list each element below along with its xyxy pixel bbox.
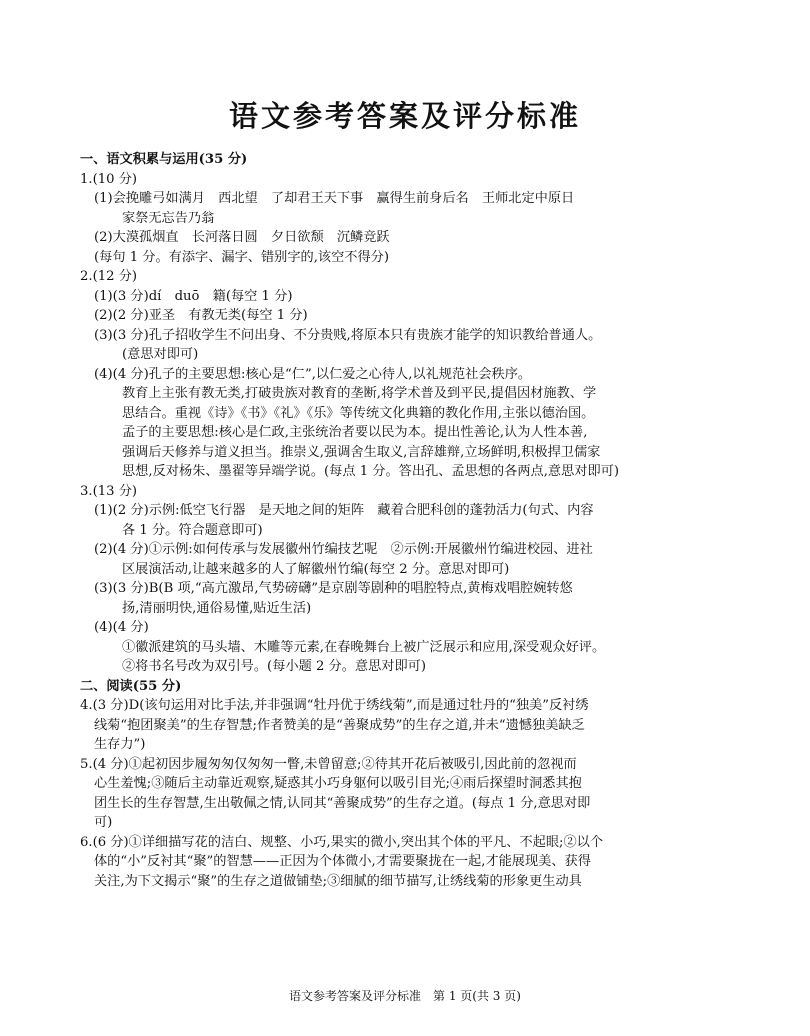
text-line: 关注,为下文揭示“聚”的生存之道做铺垫;③细腻的细节描写,让绣线菊的形象更生动具 (94, 873, 582, 889)
page-footer: 语文参考答案及评分标准 第 1 页(共 3 页) (289, 989, 521, 1003)
text-line: (意思对即可) (122, 347, 199, 362)
text-line: 生存力”) (94, 737, 146, 752)
text-line: 孟子的主要思想:核心是仁政,主张统治者要以民为本。提出性善论,认为人性本善, (122, 425, 588, 440)
text-line: (2)(2 分)亚圣 有教无类(每空 1 分) (94, 308, 308, 323)
text-line: 1.(10 分) (80, 171, 138, 187)
text-line: 体的“小”反衬其“聚”的智慧——正因为个体微小,才需要聚拢在一起,才能展现美、获得 (94, 854, 591, 869)
text-line: 思想,反对杨朱、墨翟等异端学说。(每点 1 分。答出孔、孟思想的各两点,意思对即可) (122, 464, 620, 479)
text-line: 可) (94, 815, 113, 830)
text-line: (每句 1 分。有添字、漏字、错别字的,该空不得分) (94, 249, 390, 265)
text-line: 2.(12 分) (80, 269, 138, 284)
text-line: 强调后天修养与道义担当。推崇义,强调舍生取义,言辞雄辩,立场鲜明,积极捍卫儒家 (122, 444, 601, 460)
text-line: 团生长的生存智慧,生出敬佩之情,认同其“善聚成势”的生存之道。(每点 1 分,意思对即 (94, 795, 591, 811)
text-line: 思结合。重视《诗》《书》《礼》《乐》等传统文化典籍的教化作用,主张以德治国。 (122, 405, 595, 421)
text-line: 家祭无忘告乃翁 (122, 210, 215, 226)
text-line: 线菊“抱团聚美”的生存智慧;作者赞美的是“善聚成势”的生存之道,并未“遗憾独美缺乏 (94, 717, 585, 733)
text-line: 各 1 分。符合题意即可) (122, 522, 263, 538)
text-line: 扬,清丽明快,通俗易懂,贴近生活) (122, 600, 312, 616)
text-line: 心生羞愧;③随后主动靠近观察,疑惑其小巧身躯何以吸引目光;④雨后探望时洞悉其抱 (94, 776, 582, 791)
text-line: 6.(6 分)①详细描写花的洁白、规整、小巧,果实的微小,突出其个体的平凡、不起眼;②以个 (80, 834, 604, 850)
text-line: (1)(2 分)示例:低空飞行器 是天地之间的矩阵 藏着合肥科创的蓬勃活力(句式、内容 (94, 503, 594, 518)
text-line: (1)会挽雕弓如满月 西北望 了却君王天下事 赢得生前身后名 王师北定中原日 (94, 191, 575, 206)
text-line: ①徽派建筑的马头墙、木雕等元素,在春晚舞台上被广泛展示和应用,深受观众好评。 (122, 639, 606, 655)
section-heading: 一、语文积累与运用(35 分) (80, 152, 248, 167)
text-line: 教育上主张有教无类,打破贵族对教育的垄断,将学术普及到平民,提倡因材施教、学 (122, 386, 597, 401)
answer-body (80, 150, 740, 891)
text-line: (3)(3 分)B(B 项,“高亢激昂,气势磅礴”是京剧等剧种的唱腔特点,黄梅戏唱腔婉转悠 (94, 581, 573, 596)
text-line: (4)(4 分)孔子的主要思想:核心是“仁”,以仁爱之心待人,以礼规范社会秩序。 (94, 366, 532, 382)
text-line: (1)(3 分)dí duō 籍(每空 1 分) (94, 288, 293, 304)
text-line: (2)大漠孤烟直 长河落日圆 夕日欲颓 沉鳞竞跃 (94, 230, 390, 245)
text-line: (3)(3 分)孔子招收学生不问出身、不分贵贱,将原本只有贵族才能学的知识教给普通人。 (94, 327, 602, 343)
text-line: 4.(3 分)D(该句运用对比手法,并非强调“牡丹优于绣线菊”,而是通过牡丹的“独美”反衬绣 (80, 698, 589, 713)
text-line: ②将书名号改为双引号。(每小题 2 分。意思对即可) (122, 659, 426, 674)
text-line: (2)(4 分)①示例:如何传承与发展徽州竹编技艺呢 ②示例:开展徽州竹编进校园、进社 (94, 542, 593, 557)
text-line: (4)(4 分) (94, 620, 149, 635)
text-line: 区展演活动,让越来越多的人了解徽州竹编(每空 2 分。意思对即可) (122, 561, 510, 577)
page-title: 语文参考答案及评分标准 (228, 99, 581, 133)
text-line: 3.(13 分) (80, 483, 138, 499)
section-heading: 二、阅读(55 分) (80, 678, 182, 694)
text-line: 5.(4 分)①起初因步履匆匆仅匆匆一瞥,未曾留意;②待其开花后被吸引,因此前的忽视而 (80, 756, 577, 772)
